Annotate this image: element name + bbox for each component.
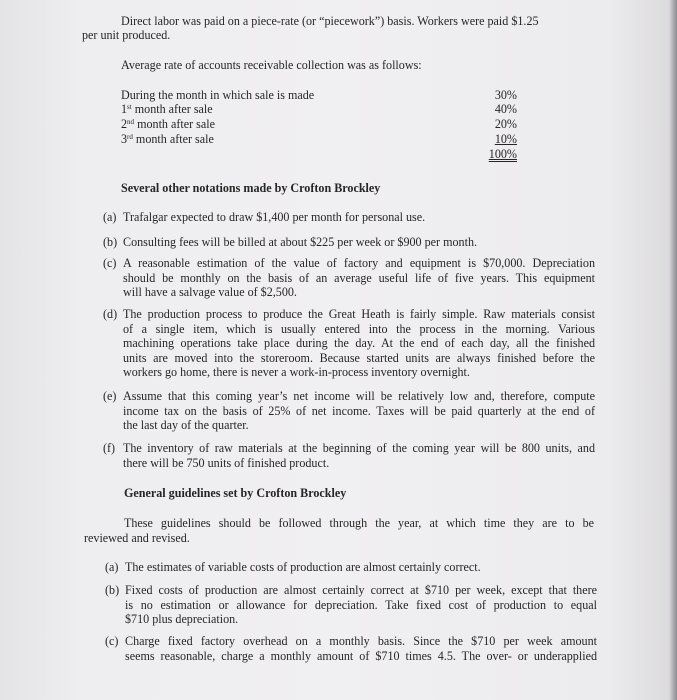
notation-item-b: (b) Consulting fees will be billed at about $225 per week or $900 per month. [103,235,478,249]
notation-item-a: (a) Trafalgar expected to draw $1,400 per month for personal use. [103,210,426,224]
collection-row-label: 1st month after sale [121,102,213,116]
collection-row-label: During the month in which sale is made [121,88,315,102]
guideline-item-c: (c) Charge fixed factory overhead on a monthly basis. Since the $710 per week amount seems reasonable, charge a monthly amount of $710 times 4.5. The over- or underapplied [105,634,597,663]
item-label: (f) [103,441,116,455]
collection-row-value: 10% [494,132,517,146]
notation-item-d: (d) The production process to produce the Great Heath is fairly simple. Raw materials consist of a single item, which is usually entered into the process in the morning. Various machining operations take place during the day. At the end of each day, all the finished units are moved into the storeroom. Because started units are always finished before the workers go home, there is never a work-in-process inventory overnight. [103,307,595,380]
guidelines-heading: General guidelines set by Crofton Brockley [124,486,347,500]
collection-row-label: 3rd month after sale [121,132,214,146]
collection-total: 100% [488,147,517,161]
collection-row-value: 20% [494,117,517,131]
guidelines-intro: These guidelines should be followed through the year, at which time they are to be reviewed and revised. [84,516,594,545]
guideline-item-a: (a) The estimates of variable costs of production are almost certainly correct. [105,560,481,574]
collection-row-label: 2nd month after sale [121,117,215,131]
intro-line-1: Direct labor was paid on a piece-rate (or “piecework”) basis. Workers were paid $1.25 [121,14,539,28]
item-label: (b) [105,583,120,597]
item-label: (a) [105,560,119,574]
collection-heading: Average rate of accounts receivable collection was as follows: [121,58,422,72]
item-label: (a) [103,210,117,224]
item-label: (d) [103,307,118,321]
item-label: (e) [103,389,117,403]
collection-row-value: 40% [494,102,517,116]
guideline-item-b: (b) Fixed costs of production are almost certainly correct at $710 per week, except that there is no estimation or allowance for depreciation. Take fixed cost of production to equal $710 plus depreciation. [105,583,597,627]
notations-heading: Several other notations made by Crofton Brockley [121,181,381,195]
item-label: (c) [105,634,119,648]
notation-item-c: (c) A reasonable estimation of the value of factory and equipment is $70,000. Depreciation should be monthly on the basis of an average useful life of five years. This equipment will have a salvage value of $2,500. [103,256,595,300]
collection-row-value: 30% [494,88,517,102]
intro-line-2: per unit produced. [82,28,171,42]
notation-item-f: (f) The inventory of raw materials at the beginning of the coming year will be 800 units, and there will be 750 units of finished product. [103,441,595,470]
item-label: (b) [103,235,118,249]
item-label: (c) [103,256,117,270]
notation-item-e: (e) Assume that this coming year’s net income will be relatively low and, therefore, compute income tax on the basis of 25% of net income. Taxes will be paid quarterly at the end of the last day of the quarter. [103,389,595,433]
page-edge-shadow [669,0,677,700]
